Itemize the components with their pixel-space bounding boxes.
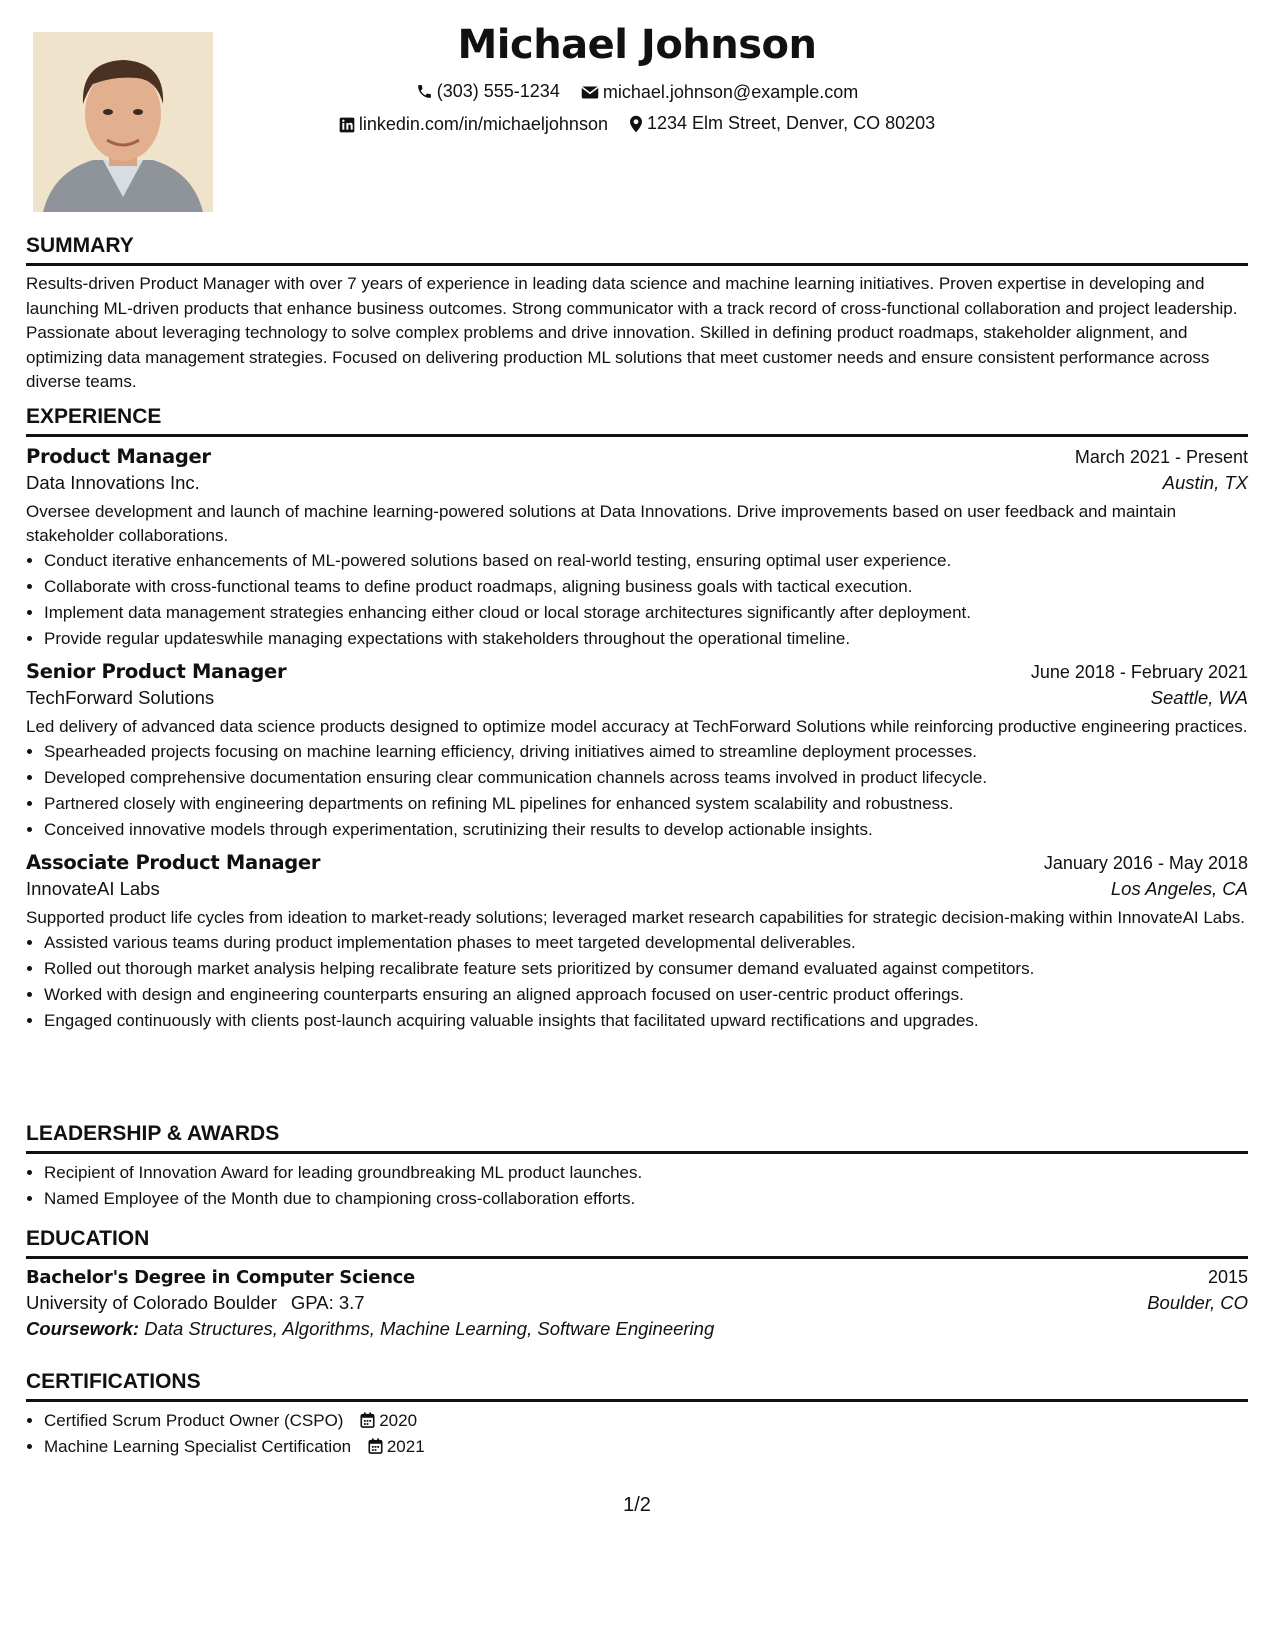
job-title: Senior Product Manager [26,660,287,683]
summary-text: Results-driven Product Manager with over 7 years of experience in leading data science and machine learning initiatives. Proven expertise in developing and launching ML-driven products that enhance business outcomes. Strong communicator with a track record of cross-functional collaboration and project leadership. Passionate about leveraging technology to solve complex problems and drive innovation. Skilled in defining product roadmaps, stakeholder alignment, and optimizing data management strategies. Focused on delivering production ML solutions that meet customer needs and ensure consistent performance across diverse teams. [26,274,1238,391]
certifications-section [26,1370,1248,1460]
job-description: Supported product life cycles from ideation to market-ready solutions; leveraged market research capabilities for strategic decision-making within InnovateAI Labs. [26,908,1245,927]
bullet-item: • Rolled out thorough market analysis helping recalibrate feature sets prioritized by consumer demand evaluated against competitors. [44,956,1248,982]
section-title: CERTIFICATIONS [26,1370,1248,1402]
bullet-item: • Conceived innovative models through experimentation, scrutinizing their results to develop actionable insights. [44,817,1248,843]
company-name: TechForward Solutions [26,687,215,708]
job-dates: March 2021 - Present [1074,447,1248,467]
company-name: InnovateAI Labs [26,878,160,899]
job-dates: January 2016 - May 2018 [1043,853,1248,873]
section-title: EXPERIENCE [26,405,1248,437]
calendar-icon [368,1438,383,1454]
summary-section [26,234,1248,395]
address-text: 1234 Elm Street, Denver, CO 80203 [646,113,936,133]
linkedin-text[interactable]: linkedin.com/in/michaeljohnson [358,114,608,134]
company-name: Data Innovations Inc. [26,472,200,493]
award-item: • Named Employee of the Month due to championing cross-collaboration efforts. [44,1186,1248,1212]
leadership-section [26,1122,1248,1212]
bullet-item: • Provide regular updateswhile managing expectations with stakeholders throughout the operational timeline. [44,626,1248,652]
phone-item [416,81,560,102]
phone-text: (303) 555-1234 [436,81,560,101]
coursework [26,1318,1248,1340]
job-location: Seattle, WA [1150,687,1248,708]
cert-name: Certified Scrum Product Owner (CSPO) [44,1411,344,1430]
contact-line-1 [26,81,1248,105]
job-bullets [26,739,1248,843]
bullet-item: • Conduct iterative enhancements of ML-powered solutions based on real-world testing, ensuring optimal user experience. [44,548,1248,574]
cert-item [44,1408,1248,1434]
calendar-icon [360,1412,375,1428]
degree: Bachelor's Degree in Computer Science [26,1267,415,1288]
job-description: Oversee development and launch of machine learning-powered solutions at Data Innovations. Drive improvements based on user feedback and maintain stakeholder collaborations. [26,502,1177,545]
gpa: GPA: 3.7 [290,1292,365,1313]
section-title: LEADERSHIP & AWARDS [26,1122,1248,1154]
job-entry [26,445,1248,652]
section-title: EDUCATION [26,1227,1248,1259]
job-dates: June 2018 - February 2021 [1030,662,1248,682]
candidate-name: Michael Johnson [457,22,817,68]
bullet-item: • Collaborate with cross-functional teams to define product roadmaps, aligning business goals with tactical execution. [44,574,1248,600]
resume-page [26,0,1248,1650]
contact-line-2 [26,113,1248,138]
job-entry [26,851,1248,1034]
job-title: Associate Product Manager [26,851,321,874]
job-description: Led delivery of advanced data science products designed to optimize model accuracy at TechForward Solutions while reinforcing productive engineering practices. [26,717,1248,736]
experience-section [26,405,1248,1034]
education-section [26,1227,1248,1340]
cert-list [26,1408,1248,1460]
job-title: Product Manager [26,445,211,468]
job-entry [26,660,1248,843]
bullet-item: • Worked with design and engineering counterparts ensuring an aligned approach focused on user-centric product offerings. [44,982,1248,1008]
section-title: SUMMARY [26,234,1248,266]
job-bullets [26,930,1248,1034]
bullet-item: • Partnered closely with engineering departments on refining ML pipelines for enhanced system scalability and robustness. [44,791,1248,817]
cert-year: 2020 [379,1411,418,1430]
coursework-list: Data Structures, Algorithms, Machine Learning, Software Engineering [144,1318,715,1339]
email-item[interactable] [581,82,858,103]
bullet-item: • Spearheaded projects focusing on machine learning efficiency, driving initiatives aimed to streamline deployment processes. [44,739,1248,765]
cert-item [44,1434,1248,1460]
page-number: 1/2 [623,1494,651,1516]
map-pin-icon [629,115,643,133]
job-location: Austin, TX [1162,472,1248,493]
email-text[interactable]: michael.johnson@example.com [602,82,859,102]
phone-icon [416,83,433,100]
job-location: Los Angeles, CA [1110,878,1248,899]
job-bullets [26,548,1248,652]
envelope-icon [581,85,599,100]
bullet-item: • Developed comprehensive documentation ensuring clear communication channels across teams involved in product lifecycle. [44,765,1248,791]
bullet-item: • Assisted various teams during product implementation phases to meet targeted developmental deliverables. [44,930,1248,956]
address-item [629,113,935,134]
linkedin-item[interactable] [339,114,608,135]
award-item: • Recipient of Innovation Award for leading groundbreaking ML product launches. [44,1160,1248,1186]
bullet-item: • Implement data management strategies enhancing either cloud or local storage architectures significantly after deployment. [44,600,1248,626]
cert-year: 2021 [386,1437,425,1456]
award-list [26,1160,1248,1212]
bullet-item: • Engaged continuously with clients post-launch acquiring valuable insights that facilitated upward rectifications and upgrades. [44,1008,1248,1034]
linkedin-icon [339,117,355,133]
coursework-label: Coursework: [26,1318,140,1339]
school-name: University of Colorado Boulder [26,1292,277,1313]
school-location: Boulder, CO [1147,1292,1248,1313]
graduation-year: 2015 [1207,1267,1248,1287]
cert-name: Machine Learning Specialist Certification [44,1437,352,1456]
